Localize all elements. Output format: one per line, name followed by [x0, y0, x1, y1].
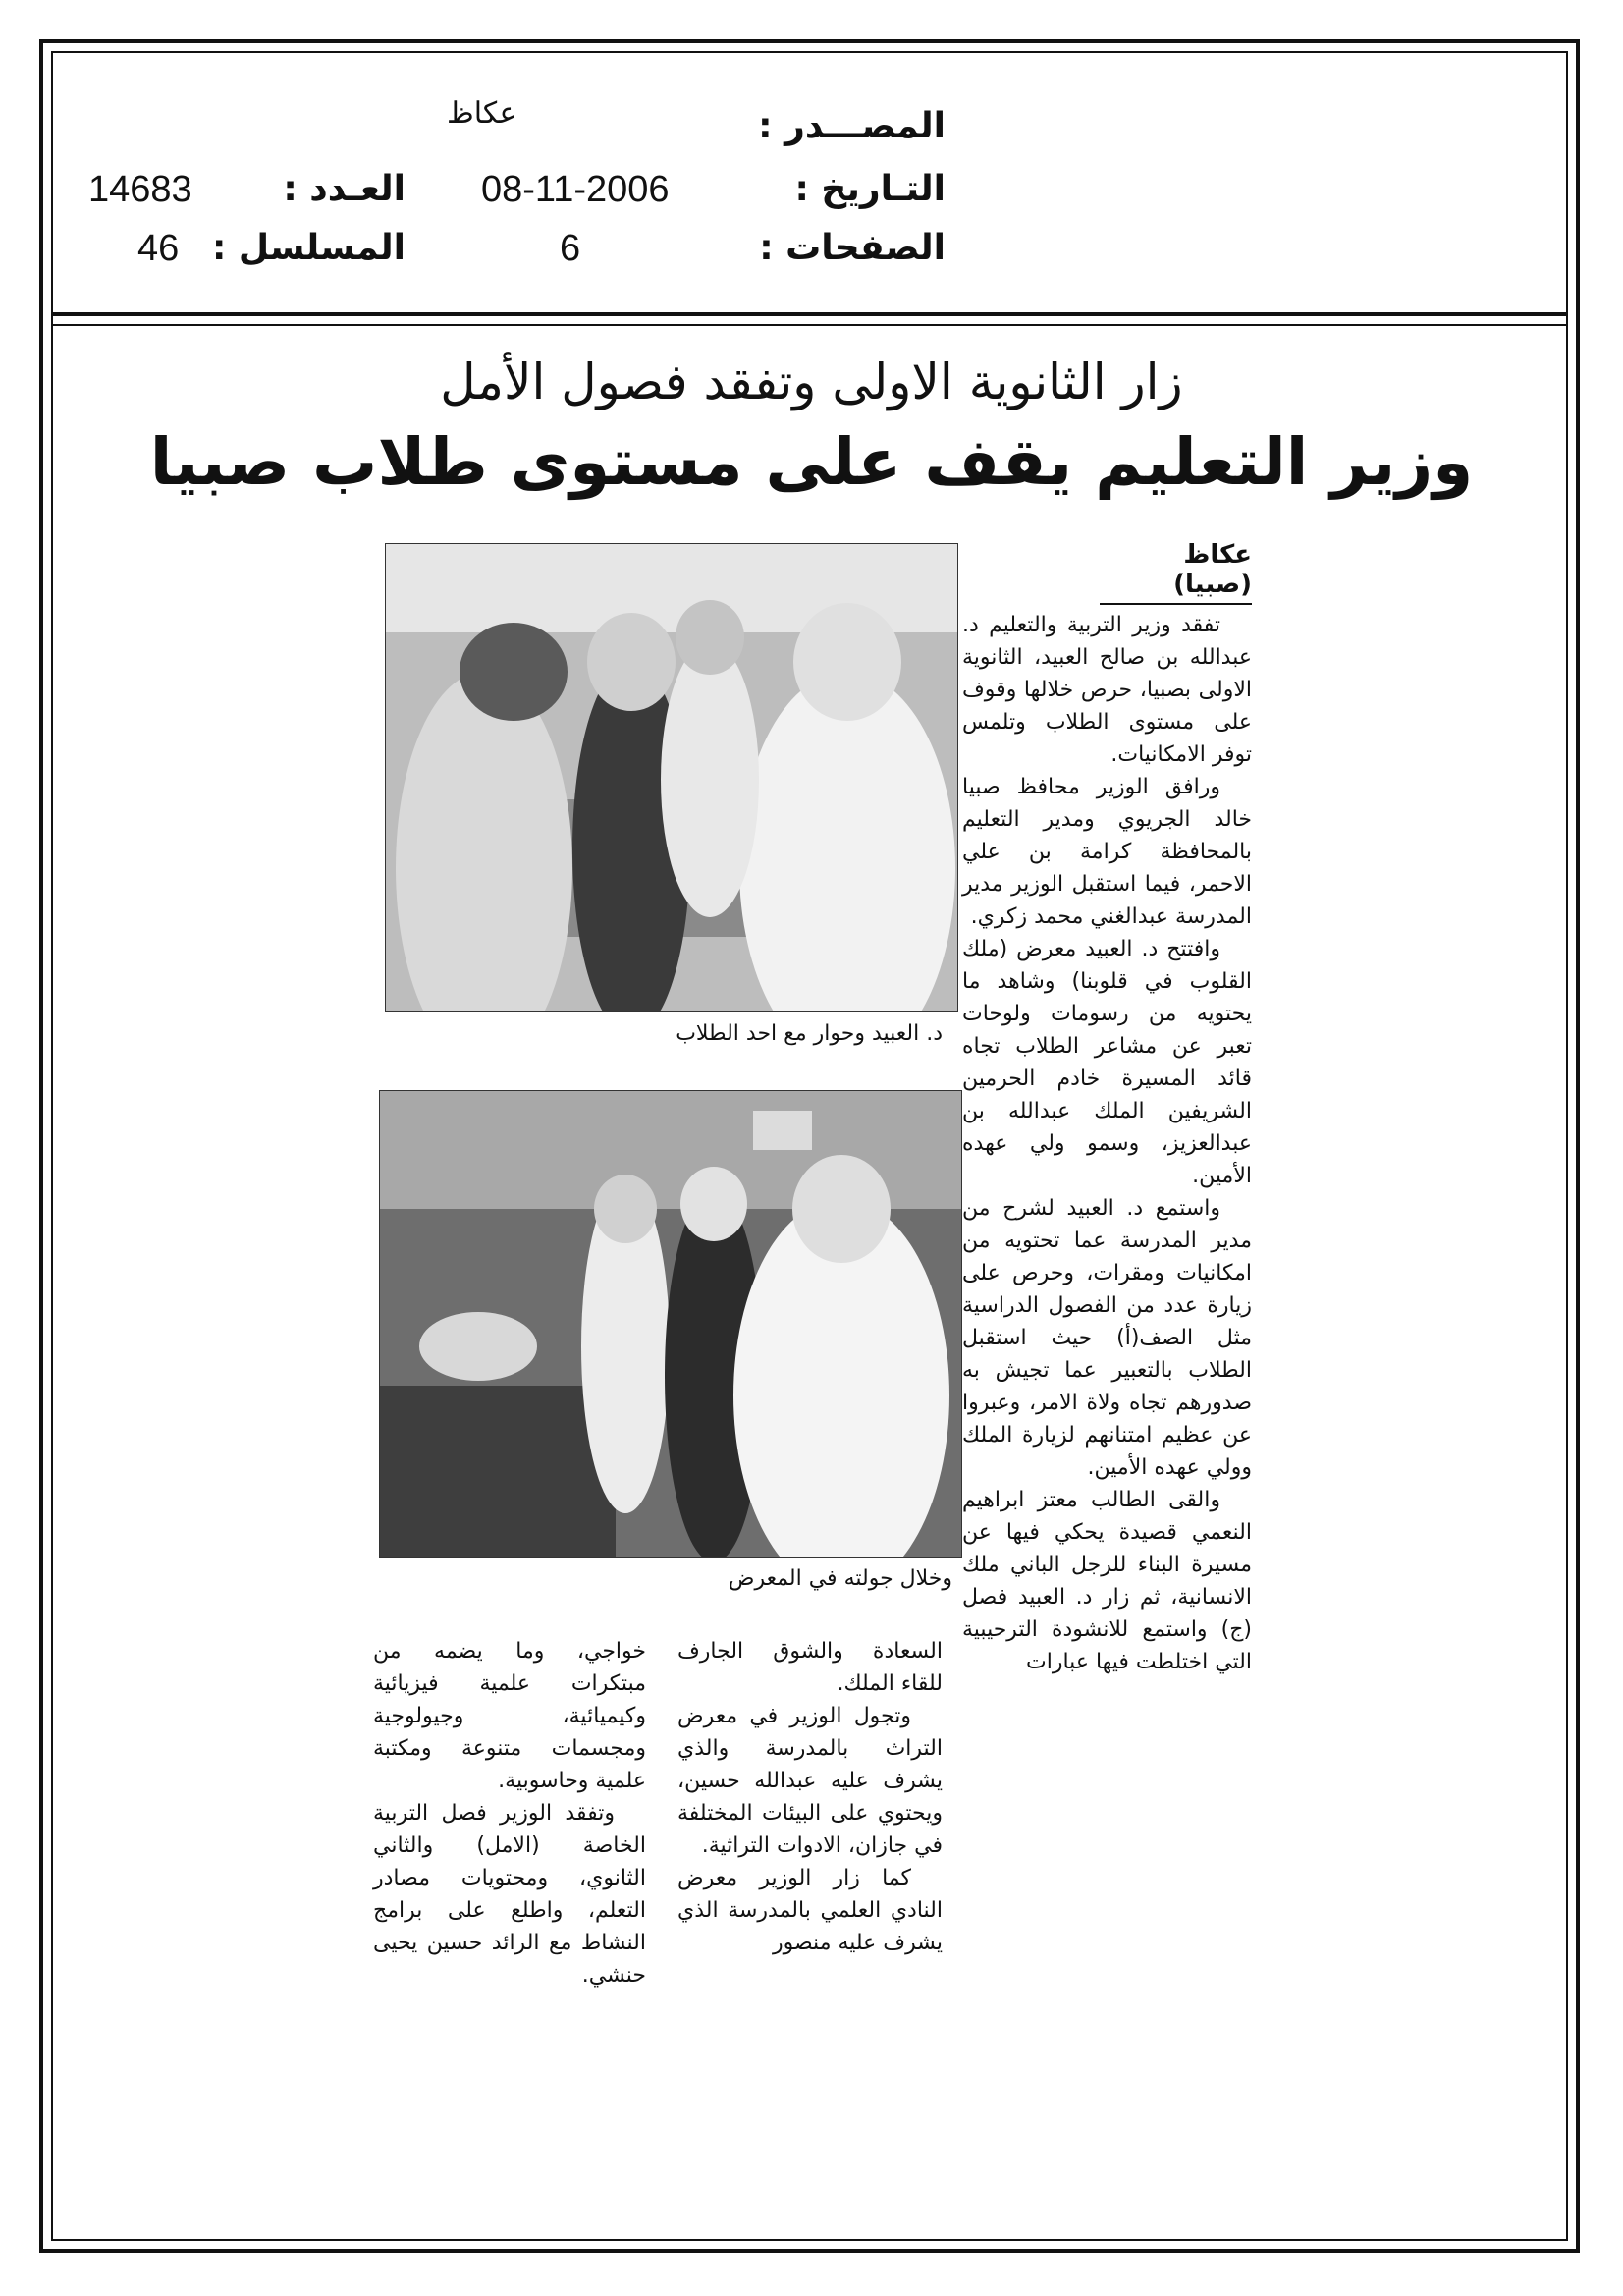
header-divider-thin — [51, 324, 1568, 326]
pages-value: 6 — [560, 228, 581, 269]
paragraph: ورافق الوزير محافظ صبيا خالد الجريوي ومدير التعليم بالمحافظة كرامة بن علي الاحمر، فيما استقبل الوزير مدير المدرسة عبدالغني محمد زكري. — [962, 775, 1252, 929]
paragraph: وتفقد الوزير فصل التربية الخاصة (الامل) والثاني الثانوي، ومحتويات مصادر التعلم، واطلع على برامج النشاط مع الرائد حسين يحيى حنشي. — [373, 1801, 646, 1988]
photo-caption-2: وخلال جولته في المعرض — [728, 1566, 952, 1591]
article-column-middle — [677, 1635, 943, 1959]
serial-value: 46 — [137, 228, 180, 269]
article-kicker: زار الثانوية الاولى وتفقد فصول الأمل — [440, 354, 1183, 410]
paragraph: تفقد وزير التربية والتعليم د. عبدالله بن صالح العبيد، الثانوية الاولى بصبيا، حرص خلالها وقوف على مستوى الطلاب وتلمس توفر الامكانيات. — [962, 613, 1252, 767]
article-column-right — [962, 609, 1252, 1678]
paragraph: السعادة والشوق الجارف للقاء الملك. — [677, 1639, 943, 1696]
pages-label: الصفحات : — [759, 228, 946, 268]
issue-label: العـدد : — [283, 169, 406, 209]
photo-caption-1: د. العبيد وحوار مع احد الطلاب — [676, 1021, 943, 1046]
paragraph: وتجول الوزير في معرض التراث بالمدرسة والذي يشرف عليه عبدالله حسين، ويحتوي على البيئات المختلفة في جازان، الادوات التراثية. — [677, 1704, 943, 1858]
paragraph: خواجي، وما يضمه من مبتكرات علمية فيزيائية وكيميائية، وجيولوجية ومجسمات متنوعة ومكتبة علمية وحاسوبية. — [373, 1639, 646, 1793]
source-value: عكاظ — [447, 97, 517, 130]
article-byline: عكاظ (صبيا) — [1100, 540, 1252, 605]
source-label: المصـــدر : — [758, 106, 946, 146]
paragraph: كما زار الوزير معرض النادي العلمي بالمدرسة الذي يشرف عليه منصور — [677, 1866, 943, 1955]
paragraph: والقى الطالب معتز ابراهيم النعمي قصيدة يحكي فيها عن مسيرة البناء للرجل الباني ملك الانسانية، ثم زار د. العبيد فصل (ج) واستمع للانشودة الترحيبية التي اختلطت فيها عبارات — [962, 1488, 1252, 1674]
paragraph: وافتتح د. العبيد معرض (ملك القلوب في قلوبنا) وشاهد ما يحتويه من رسومات ولوحات تعبر عن مشاعر الطلاب تجاه قائد المسيرة خادم الحرمين الشريفين الملك عبدالله بن عبدالعزيز، وسمو ولي عهده الأمين. — [962, 937, 1252, 1188]
serial-label: المسلسل : — [211, 228, 406, 268]
photo-exhibition-tour — [379, 1090, 962, 1558]
article-headline: وزير التعليم يقف على مستوى طلاب صبيا — [149, 424, 1474, 500]
date-value: 08-11-2006 — [481, 169, 670, 210]
date-label: التـاريخ : — [794, 169, 946, 209]
paragraph: واستمع د. العبيد لشرح من مدير المدرسة عما تحتويه من امكانيات ومقرات، وحرص على زيارة عدد من الفصول الدراسية مثل الصف(أ) حيث استقبل الطلاب بالتعبير عما تجيش به صدورهم تجاه ولاة الامر، وعبروا عن عظيم امتنانهم لزيارة الملك وولي عهده الأمين. — [962, 1196, 1252, 1480]
article-column-left — [373, 1635, 646, 1992]
photo-minister-with-student — [385, 543, 958, 1012]
issue-value: 14683 — [88, 169, 192, 210]
header-divider — [51, 312, 1568, 316]
